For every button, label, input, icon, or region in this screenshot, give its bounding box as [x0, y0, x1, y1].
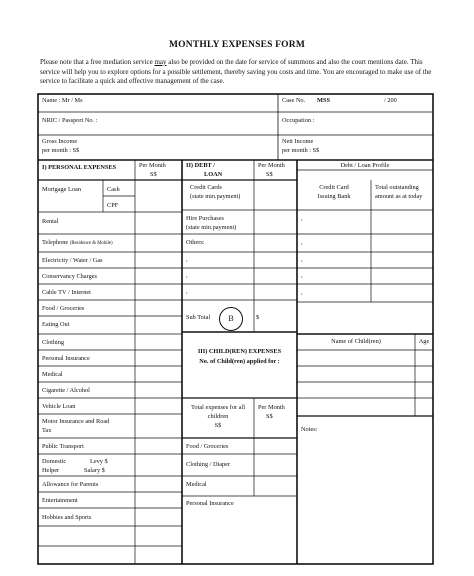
food-label: Food / Groceries	[42, 305, 85, 312]
child-insurance-label: Personal Insurance	[186, 500, 234, 507]
vehicle-loan-label: Vehicle Loan	[42, 403, 76, 410]
notes-label: Notes:	[301, 426, 318, 433]
nett-income-label: Nett Income	[282, 138, 314, 145]
row-marker: ,	[186, 256, 188, 263]
sub-total-currency: $	[256, 314, 260, 321]
child-name-header: Name of Child(ren)	[331, 338, 381, 345]
section-1-currency: S$	[150, 171, 157, 178]
clothing-label: Clothing	[42, 339, 65, 346]
cigarette-label: Cigarette / Alcohol	[42, 387, 90, 394]
section-1-per-month: Per Month	[139, 162, 166, 169]
child-age-header: Age	[418, 338, 430, 345]
case-suffix: / 200	[384, 97, 397, 104]
intro-line-3: service to facilitate a quick and effective management of the case.	[40, 77, 225, 86]
credit-cards-label: Credit Cards	[190, 184, 223, 191]
mortgage-loan-label: Mortgage Loan	[42, 186, 81, 193]
profile-bank-header: Credit Card	[319, 184, 349, 191]
telephone-label: Telephone (Residence & Mobile)	[42, 239, 113, 246]
nett-income-month: per month : S$	[282, 147, 320, 154]
helper-label: Helper	[42, 467, 60, 474]
allowance-label: Allowance for Parents	[42, 481, 99, 488]
entertainment-label: Entertainment	[42, 497, 78, 504]
profile-title: Debt / Loan Profile	[340, 162, 390, 169]
section-3-currency: S$	[266, 413, 273, 420]
case-no-label: Case No.	[282, 97, 306, 104]
section-1-title: I) PERSONAL EXPENSES	[42, 164, 117, 171]
case-prefix: MSS	[317, 97, 330, 104]
credit-cards-note: (state min.payment)	[190, 193, 241, 200]
eating-out-label: Eating Out	[42, 321, 70, 328]
intro-line-1: Please note that a free mediation service may also be provided on the date for service of summons and also the court mentions date. This	[40, 58, 423, 66]
personal-insurance-label: Personal Insurance	[42, 355, 90, 362]
row-marker: ,	[301, 215, 303, 222]
levy-label: Levy $	[90, 458, 108, 465]
row-marker: ,	[186, 272, 188, 279]
hire-purchases-note: (state min.payment)	[186, 224, 237, 231]
child-medical-label: Medical	[186, 481, 207, 488]
motor-insurance-label: Motor Insurance and Road	[42, 418, 110, 425]
others-label: Others:	[186, 239, 205, 246]
row-marker: ,	[301, 256, 303, 263]
section-3-per-month: Per Month	[258, 404, 285, 411]
cable-label: Cable TV / Internet	[42, 289, 91, 296]
child-clothing-label: Clothing / Diaper	[186, 461, 231, 468]
electricity-label: Electricity / Water / Gas	[42, 257, 103, 264]
row-marker: ,	[301, 289, 303, 296]
motor-tax-label: Tax	[42, 427, 52, 434]
public-transport-label: Public Transport	[42, 443, 84, 450]
section-2-per-month: Per Month	[258, 162, 285, 169]
nric-label: NRIC / Passport No. :	[42, 117, 98, 124]
sub-total-label: Sub Total	[186, 314, 211, 321]
salary-label: Salary $	[84, 467, 105, 474]
row-marker: ,	[186, 288, 188, 295]
section-2-title-loan: LOAN	[204, 171, 223, 178]
mortgage-cpf-label: CPF	[107, 202, 119, 209]
row-marker: ,	[301, 272, 303, 279]
total-children-label-2: children	[207, 413, 229, 420]
profile-amount-header: Total outstanding	[375, 184, 419, 191]
row-marker: ,	[301, 239, 303, 246]
child-food-label: Food / Groceries	[186, 443, 229, 450]
mortgage-cash-label: Cash	[107, 186, 120, 193]
profile-bank-header-2: Issuing Bank	[317, 193, 351, 200]
section-2-title: II) DEBT /	[186, 162, 215, 169]
medical-label: Medical	[42, 371, 63, 378]
gross-income-month: per month : S$	[42, 147, 80, 154]
occupation-label: Occupation :	[282, 117, 315, 124]
total-children-label: Total expenses for all	[191, 404, 245, 411]
profile-amount-header-2: amount as at today	[375, 193, 423, 200]
name-label: Name : Mr / Ms	[42, 97, 83, 104]
sub-total-marker: B	[219, 307, 243, 331]
hobbies-label: Hobbies and Sports	[42, 514, 92, 521]
rental-label: Rental	[42, 218, 59, 225]
conservancy-label: Conservancy Charges	[42, 273, 97, 280]
domestic-label: Domestic	[42, 458, 67, 465]
form-title: MONTHLY EXPENSES FORM	[169, 40, 305, 50]
section-2-currency: S$	[266, 171, 273, 178]
gross-income-label: Gross Income	[42, 138, 78, 145]
total-children-currency: S$	[214, 422, 222, 429]
children-count-label: No. of Child(ren) applied for :	[199, 358, 280, 365]
section-3-title: III) CHILD(REN) EXPENSES	[197, 348, 282, 355]
intro-line-2: service will help you to explore options for a possible settlement, thereby saving you costs and time. You are encouraged to make use of the	[40, 67, 432, 76]
hire-purchases-label: Hire Purchases	[186, 215, 224, 222]
